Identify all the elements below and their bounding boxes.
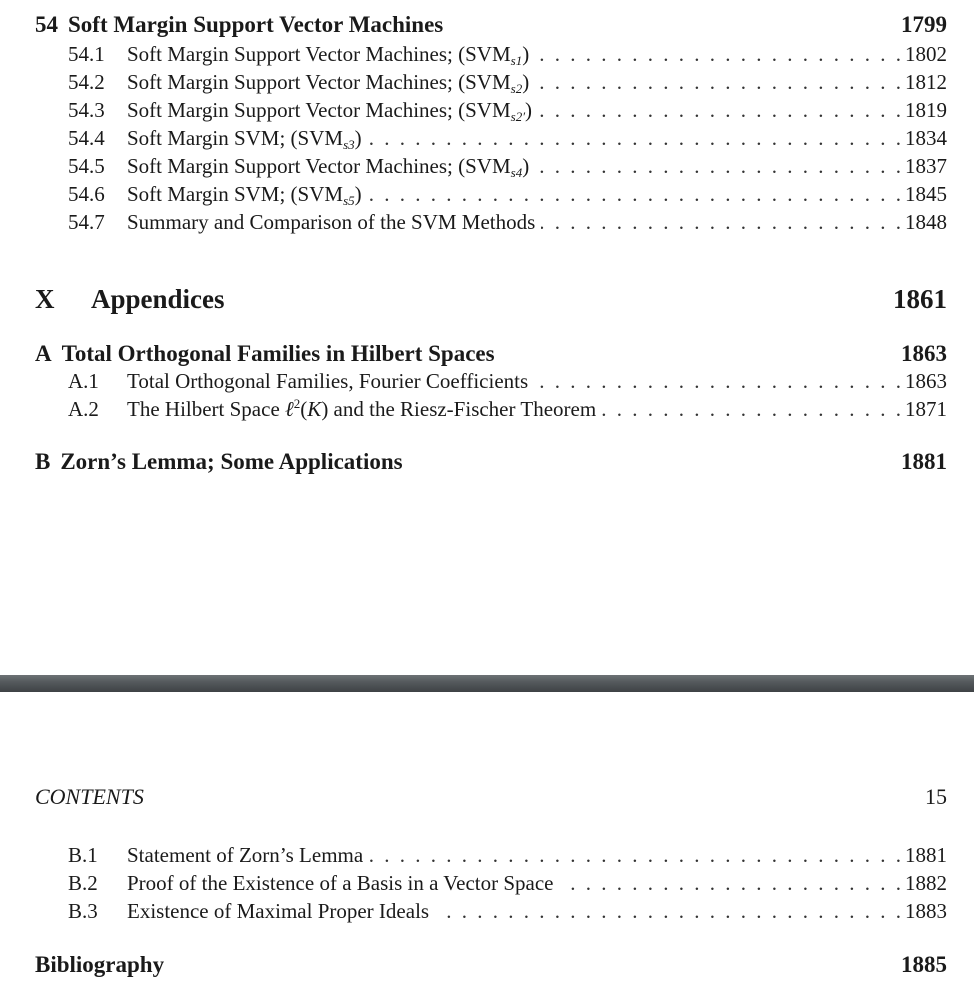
leader-dots: [602, 397, 901, 422]
toc-entry-part-x[interactable]: [35, 284, 947, 315]
chapter-number: 54: [35, 12, 58, 37]
section-page: 1812: [905, 70, 947, 94]
section-number: A.1: [68, 369, 99, 393]
toc-entry-section-b-3[interactable]: [68, 899, 947, 924]
running-head: [35, 784, 947, 810]
toc-entry-section-54-1[interactable]: [68, 42, 947, 67]
leader-dots: [368, 126, 901, 151]
part-page: 1861: [893, 284, 947, 314]
leader-dots: [369, 843, 901, 868]
toc-entry-section-54-7[interactable]: [68, 210, 947, 235]
bibliography-page: 1885: [901, 952, 947, 977]
section-page: 1837: [905, 154, 947, 178]
appendix-letter: B: [35, 449, 51, 474]
toc-entry-section-54-5[interactable]: [68, 154, 947, 179]
part-number: X: [35, 284, 55, 314]
leader-dots: [541, 210, 901, 235]
section-number: B.1: [68, 843, 98, 867]
section-page: 1845: [905, 182, 947, 206]
section-number: B.2: [68, 871, 98, 895]
section-page: 1881: [905, 843, 947, 867]
chapter-title: Soft Margin Support Vector Machines: [68, 12, 444, 37]
appendix-title: Total Orthogonal Families in Hilbert Spaces: [61, 341, 495, 366]
section-number: 54.3: [68, 98, 105, 122]
appendix-page: 1881: [901, 449, 947, 474]
section-page: 1882: [905, 871, 947, 895]
part-title: Appendices: [91, 284, 225, 314]
toc-entry-section-b-1[interactable]: [68, 843, 947, 868]
leader-dots: [560, 871, 902, 896]
toc-entry-section-a-1[interactable]: [68, 369, 947, 394]
section-page: 1819: [905, 98, 947, 122]
leader-dots: [538, 98, 901, 123]
running-head-page-number: 15: [925, 784, 947, 809]
appendix-page: 1863: [901, 341, 947, 366]
leader-dots: [368, 182, 901, 207]
section-title: Soft Margin Support Vector Machines; $(SVM_{s4})$: [127, 154, 530, 180]
section-page: 1848: [905, 210, 947, 234]
appendix-title: Zorn’s Lemma; Some Applications: [60, 449, 403, 474]
section-title: Soft Margin SVM; $(SVM_{s5})$: [127, 182, 362, 208]
section-number: 54.2: [68, 70, 105, 94]
toc-entry-chapter-54[interactable]: [35, 12, 947, 38]
toc-entry-section-b-2[interactable]: [68, 871, 947, 896]
toc-entry-appendix-a[interactable]: [35, 341, 947, 367]
leader-dots: [535, 70, 901, 95]
toc-entry-appendix-b[interactable]: [35, 449, 947, 475]
leader-dots: [534, 369, 901, 394]
section-page: 1883: [905, 899, 947, 923]
section-title: Existence of Maximal Proper Ideals: [127, 899, 430, 923]
leader-dots: [535, 154, 901, 179]
section-number: 54.5: [68, 154, 105, 178]
toc-entry-section-54-4[interactable]: [68, 126, 947, 151]
toc-entry-section-54-6[interactable]: [68, 182, 947, 207]
section-title: Total Orthogonal Families, Fourier Coefficients: [127, 369, 529, 393]
toc-entry-section-a-2[interactable]: [68, 397, 947, 422]
section-title: The Hilbert Space ℓ$^2$(K) and the Riesz-Fischer Theorem: [127, 396, 597, 421]
section-title: Statement of Zorn’s Lemma: [127, 843, 364, 867]
leader-dots: [535, 42, 901, 67]
section-number: 54.6: [68, 182, 105, 206]
section-page: 1834: [905, 126, 947, 150]
section-page: 1863: [905, 369, 947, 393]
leader-dots: [435, 899, 901, 924]
bibliography-title: Bibliography: [35, 952, 165, 977]
section-number: B.3: [68, 899, 98, 923]
section-number: A.2: [68, 397, 99, 421]
running-head-title: CONTENTS: [35, 784, 144, 809]
section-title: Proof of the Existence of a Basis in a Vector Space: [127, 871, 554, 895]
section-title: Soft Margin Support Vector Machines; $(SVM_{s2'})$: [127, 98, 533, 124]
section-page: 1802: [905, 42, 947, 66]
section-title: Soft Margin Support Vector Machines; $(SVM_{s2})$: [127, 70, 530, 96]
toc-entry-section-54-3[interactable]: [68, 98, 947, 123]
section-number: 54.4: [68, 126, 105, 150]
chapter-page: 1799: [901, 12, 947, 37]
section-number: 54.1: [68, 42, 105, 66]
section-title: Summary and Comparison of the SVM Methods: [127, 210, 536, 234]
page-separator: [0, 675, 974, 692]
section-number: 54.7: [68, 210, 105, 234]
section-title: Soft Margin SVM; $(SVM_{s3})$: [127, 126, 362, 152]
toc-entry-section-54-2[interactable]: [68, 70, 947, 95]
appendix-letter: A: [35, 341, 52, 366]
toc-entry-bibliography[interactable]: [35, 952, 947, 978]
section-title: Soft Margin Support Vector Machines; $(SVM_{s1})$: [127, 42, 530, 68]
section-page: 1871: [905, 397, 947, 421]
